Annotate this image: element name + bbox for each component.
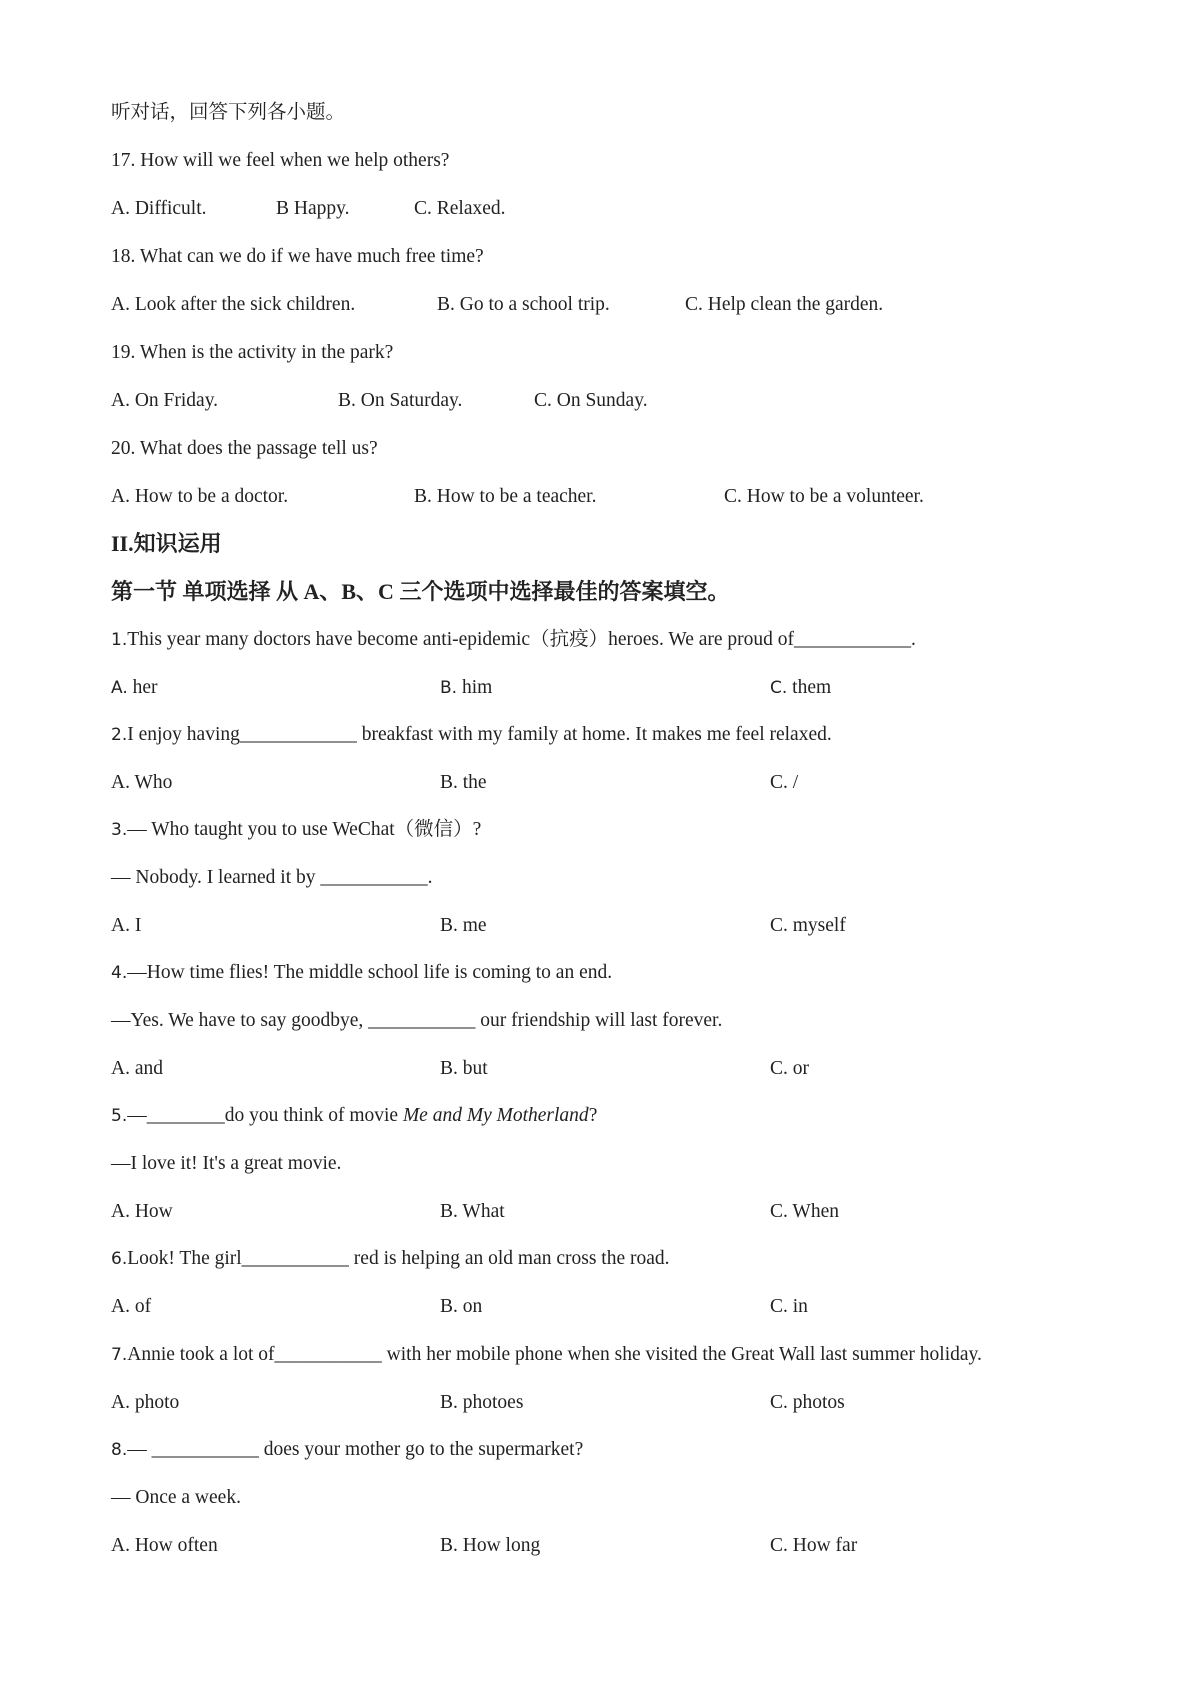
section-title: II.知识运用: [111, 531, 222, 556]
c5-option-c: [770, 1199, 839, 1225]
option-text: but: [462, 1058, 488, 1079]
option-letter: A.: [111, 1535, 130, 1556]
option-text: Who: [134, 772, 173, 793]
option-text: /: [792, 772, 799, 793]
c6-option-c: [770, 1294, 808, 1320]
question-mark: ?: [588, 1105, 598, 1126]
option-letter: A.: [111, 772, 130, 793]
c5-option-b: [440, 1199, 505, 1225]
choice-question-5-reply: —I love it! It's a great movie.: [111, 1153, 342, 1174]
option-text: me: [462, 915, 487, 936]
option-text: and: [134, 1058, 163, 1079]
option-text: How far: [792, 1535, 858, 1556]
listening-instruction: 听对话，回答下列各小题。: [111, 102, 346, 123]
option-letter: B.: [440, 678, 458, 698]
q20-option-a: A. How to be a doctor.: [111, 486, 289, 507]
option-letter: A.: [111, 1058, 130, 1079]
option-text: How: [134, 1201, 173, 1222]
option-text: photo: [134, 1392, 180, 1413]
question-text: — ___________ does your mother go to the supermarket?: [127, 1439, 584, 1460]
c3-option-a: [111, 913, 141, 939]
option-letter: A.: [111, 915, 130, 936]
choice-question-6: [111, 1246, 670, 1272]
q20-option-c: C. How to be a volunteer.: [724, 486, 924, 507]
question-text: This year many doctors have become anti-epidemic（抗疫）heroes. We are proud of____________.: [127, 629, 916, 650]
choice-question-4: [111, 960, 612, 986]
question-number: 4.: [111, 963, 128, 983]
option-letter: B.: [440, 1058, 458, 1079]
option-letter: B.: [440, 1535, 458, 1556]
c2-option-c: [770, 770, 798, 796]
c3-option-c: [770, 913, 846, 939]
question-text: I enjoy having____________ breakfast with my family at home. It makes me feel relaxed.: [127, 724, 832, 745]
option-text: him: [461, 677, 493, 698]
c5-option-a: [111, 1199, 173, 1225]
option-text: of: [134, 1296, 152, 1317]
question-number: 5.: [111, 1106, 128, 1126]
choice-question-3: [111, 817, 481, 843]
c8-option-b: [440, 1533, 540, 1559]
question-number: 8.: [111, 1440, 128, 1460]
question-text: — Who taught you to use WeChat（微信）?: [127, 819, 482, 840]
option-letter: C.: [770, 1535, 788, 1556]
option-letter: B.: [440, 772, 458, 793]
q17-option-b: B Happy.: [276, 198, 350, 219]
option-text: the: [462, 772, 487, 793]
c6-option-b: [440, 1294, 482, 1320]
option-text: myself: [792, 915, 846, 936]
choice-question-8-reply: — Once a week.: [111, 1487, 241, 1508]
option-text: her: [132, 677, 158, 698]
q18-option-a: A. Look after the sick children.: [111, 294, 356, 315]
option-letter: B.: [440, 1296, 458, 1317]
option-letter: A.: [111, 1392, 130, 1413]
option-text: I: [134, 915, 142, 936]
option-letter: C.: [770, 1058, 788, 1079]
c1-option-c: [770, 675, 831, 701]
option-letter: C.: [770, 1296, 788, 1317]
option-text: photos: [792, 1392, 845, 1413]
option-text: What: [462, 1201, 505, 1222]
option-text: How long: [462, 1535, 541, 1556]
q19-option-b: B. On Saturday.: [338, 390, 463, 411]
option-letter: C.: [770, 1201, 788, 1222]
option-letter: C.: [770, 678, 788, 698]
c1-option-b: [440, 675, 492, 701]
option-text: photoes: [462, 1392, 524, 1413]
option-letter: C.: [770, 772, 788, 793]
c2-option-b: [440, 770, 487, 796]
choice-question-5: [111, 1103, 597, 1129]
c7-option-c: [770, 1390, 845, 1416]
question-number: 7.: [111, 1345, 128, 1365]
q19-option-c: C. On Sunday.: [534, 390, 648, 411]
question-number: 3.: [111, 820, 128, 840]
q19-option-a: A. On Friday.: [111, 390, 219, 411]
option-letter: C.: [770, 1392, 788, 1413]
c6-option-a: [111, 1294, 151, 1320]
option-text: them: [792, 677, 832, 698]
c7-option-b: [440, 1390, 523, 1416]
option-letter: B.: [440, 1392, 458, 1413]
question-text: Annie took a lot of___________ with her mobile phone when she visited the Great Wall last summer holiday.: [127, 1344, 982, 1365]
choice-question-1: [111, 627, 916, 653]
choice-question-8: [111, 1437, 583, 1463]
c4-option-a: [111, 1056, 163, 1082]
question-number: 6.: [111, 1249, 128, 1269]
choice-question-3-reply: — Nobody. I learned it by ___________.: [111, 867, 433, 888]
choice-question-4-reply: —Yes. We have to say goodbye, ___________ our friendship will last forever.: [111, 1010, 723, 1031]
question-20: 20. What does the passage tell us?: [111, 438, 378, 459]
question-18: 18. What can we do if we have much free time?: [111, 246, 484, 267]
option-letter: A.: [111, 1296, 130, 1317]
question-text: Look! The girl___________ red is helping an old man cross the road.: [127, 1248, 670, 1269]
movie-title: Me and My Motherland: [402, 1105, 589, 1126]
option-letter: A.: [111, 678, 128, 698]
question-number: 2.: [111, 725, 128, 745]
option-letter: B.: [440, 1201, 458, 1222]
q17-option-c: C. Relaxed.: [414, 198, 506, 219]
question-number: 1.: [111, 630, 128, 650]
option-text: When: [792, 1201, 839, 1222]
c1-option-a: [111, 675, 158, 701]
option-text: on: [462, 1296, 483, 1317]
question-text: —________do you think of movie: [127, 1105, 403, 1126]
c3-option-b: [440, 913, 487, 939]
c4-option-c: [770, 1056, 809, 1082]
c7-option-a: [111, 1390, 179, 1416]
question-text: —How time flies! The middle school life is coming to an end.: [127, 962, 613, 983]
option-letter: B.: [440, 915, 458, 936]
q17-option-a: A. Difficult.: [111, 198, 207, 219]
q18-option-c: C. Help clean the garden.: [685, 294, 884, 315]
choice-question-7: [111, 1342, 982, 1368]
option-text: How often: [134, 1535, 218, 1556]
question-19: 19. When is the activity in the park?: [111, 342, 394, 363]
c2-option-a: [111, 770, 172, 796]
question-17: 17. How will we feel when we help others?: [111, 150, 450, 171]
option-letter: C.: [770, 915, 788, 936]
option-text: or: [792, 1058, 810, 1079]
c4-option-b: [440, 1056, 488, 1082]
option-text: in: [792, 1296, 808, 1317]
option-letter: A.: [111, 1201, 130, 1222]
q18-option-b: B. Go to a school trip.: [437, 294, 610, 315]
q20-option-b: B. How to be a teacher.: [414, 486, 597, 507]
c8-option-c: [770, 1533, 857, 1559]
section-subtitle: 第一节 单项选择 从 A、B、C 三个选项中选择最佳的答案填空。: [111, 579, 730, 604]
c8-option-a: [111, 1533, 218, 1559]
choice-question-2: [111, 722, 832, 748]
